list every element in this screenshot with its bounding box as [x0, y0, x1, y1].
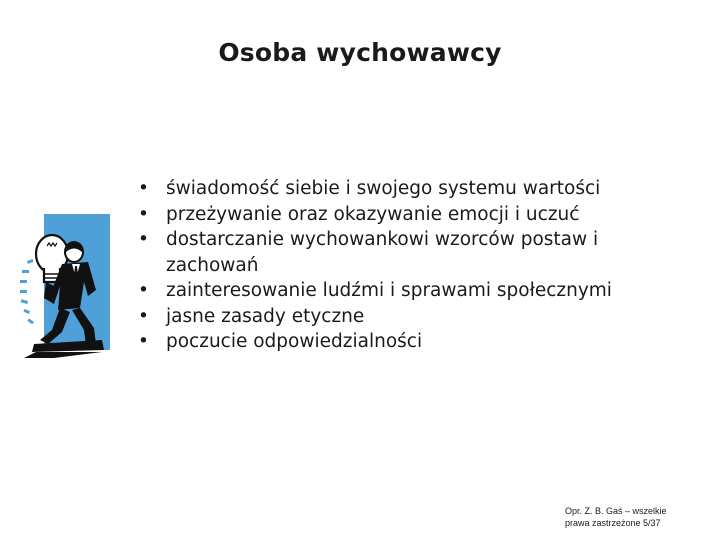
- bullet-list: [138, 176, 668, 355]
- list-item-text: dostarczanie wychowankowi wzorców postaw i zachowań: [166, 229, 599, 276]
- slide-title: Osoba wychowawcy: [218, 38, 502, 67]
- footer-line-1: Opr. Z. B. Gaś – wszelkie: [565, 506, 667, 516]
- person-with-lightbulb-icon: [14, 212, 114, 360]
- list-item: [138, 176, 668, 202]
- list-item: [138, 278, 668, 304]
- bullet-dot: •: [138, 203, 149, 225]
- list-item-text: jasne zasady etyczne: [166, 305, 365, 327]
- list-item: [138, 304, 668, 330]
- list-item-text: świadomość siebie i swojego systemu wartości: [166, 178, 601, 199]
- list-item-text: zainteresowanie ludźmi i sprawami społecznymi: [166, 280, 612, 301]
- list-item: [138, 329, 668, 355]
- bullet-dot: •: [138, 331, 149, 352]
- list-item-text: przeżywanie oraz okazywanie emocji i uczuć: [166, 203, 580, 225]
- bullet-dot: •: [138, 178, 149, 199]
- list-item: [138, 227, 668, 278]
- bullet-dot: •: [138, 305, 149, 327]
- copyright-footer: [565, 505, 705, 529]
- list-item-text: poczucie odpowiedzialności: [166, 331, 423, 352]
- list-item: [138, 202, 668, 228]
- bullet-dot: •: [138, 280, 149, 301]
- footer-line-2: prawa zastrzeżone 5/37: [565, 518, 661, 528]
- bullet-dot: •: [138, 229, 149, 250]
